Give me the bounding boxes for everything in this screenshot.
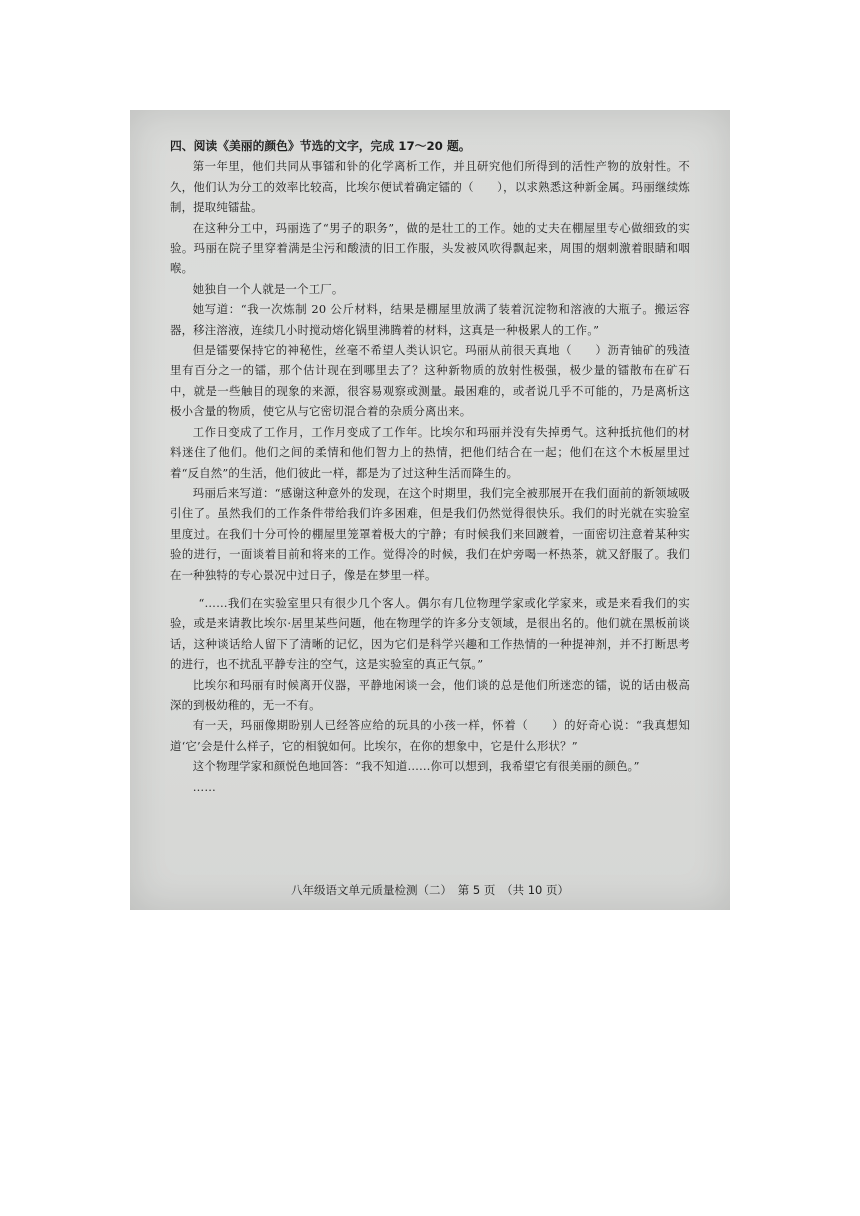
paragraph: 有一天，玛丽像期盼别人已经答应给的玩具的小孩一样，怀着（ ）的好奇心说：“我真想知道‘它’会是什么样子，它的相貌如何。比埃尔，在你的想象中，它是什么形状？” [170, 718, 690, 753]
scanned-exam-page [130, 110, 730, 910]
paragraph: 她独自一个人就是一个工厂。 [192, 281, 344, 296]
paragraph: 工作日变成了工作月，工作月变成了工作年。比埃尔和玛丽并没有失掉勇气。这种抵抗他们的材料迷住了他们。他们之间的柔情和他们智力上的热情，把他们结合在一起；他们在这个木板屋里过着“反自然”的生活，他们彼此一样，都是为了过这种生活而降生的。 [170, 424, 690, 480]
page-footer: 八年级语文单元质量检测（二） 第 5 页 （共 10 页） [290, 883, 570, 897]
paragraph: 玛丽后来写道：“感谢这种意外的发现，在这个时期里，我们完全被那展开在我们面前的新领域吸引住了。虽然我们的工作条件带给我们许多困难，但是我们仍然觉得很快乐。我们的时光就在实验室里度过。在我们十分可怜的棚屋里笼罩着极大的宁静；有时候我们来回踱着，一面密切注意着某种实验的进行，一面谈着目前和将来的工作。觉得冷的时候，我们在炉旁喝一杯热茶，就又舒服了。我们在一种独特的专心景况中过日子，像是在梦里一样。 [170, 485, 690, 582]
paragraph: 但是镭要保持它的神秘性，丝毫不希望人类认识它。玛丽从前很天真地（ ）沥青铀矿的残渣里有百分之一的镭，那个估计现在到哪里去了？这种新物质的放射性极强，极少量的镭散布在矿石中，就是一些触目的现象的来源，很容易观察或测量。最困难的，或者说几乎不可能的，乃是离析这极小含量的物质，使它从与它密切混合着的杂质分离出来。 [170, 343, 690, 419]
paragraph: 这个物理学家和颜悦色地回答：“我不知道……你可以想到，我希望它有很美丽的颜色。” [192, 759, 640, 774]
paragraph: 比埃尔和玛丽有时候离开仪器，平静地闲谈一会，他们谈的总是他们所迷恋的镭，说的话由极高深的到极幼稚的，无一不有。 [170, 677, 690, 712]
quote-paragraph: “……我们在实验室里只有很少几个客人。偶尔有几位物理学家或化学家来，或是来看我们的实验，或是来请教比埃尔·居里某些问题，他在物理学的许多分支领域，是很出名的。他们就在黑板前谈话，这种谈话给人留下了清晰的记忆，因为它们是科学兴趣和工作热情的一种提神剂，并不打断思考的进行，也不扰乱平静专注的空气，这是实验室的真正气氛。” [170, 595, 690, 672]
question-title: 四、阅读《美丽的颜色》节选的文字，完成 17～20 题。 [170, 139, 471, 153]
reading-passage [170, 136, 690, 797]
paragraph: 第一年里，他们共同从事镭和钋的化学离析工作，并且研究他们所得到的活性产物的放射性。不久，他们认为分工的效率比较高，比埃尔便试着确定镭的（ ），以求熟悉这种新金属。玛丽继续炼制，提取纯镭盐。 [170, 159, 690, 215]
paragraph: 她写道：“我一次炼制 20 公斤材料，结果是棚屋里放满了装着沉淀物和溶液的大瓶子。搬运容器，移注溶液，连续几小时搅动熔化锅里沸腾着的材料，这真是一种极累人的工作。” [170, 302, 690, 337]
ellipsis-line: …… [192, 779, 216, 794]
paragraph: 在这种分工中，玛丽选了“男子的职务”，做的是壮工的工作。她的丈夫在棚屋里专心做细致的实验。玛丽在院子里穿着满是尘污和酸渍的旧工作服，头发被风吹得飘起来，周围的烟刺激着眼睛和咽喉。 [170, 220, 690, 276]
